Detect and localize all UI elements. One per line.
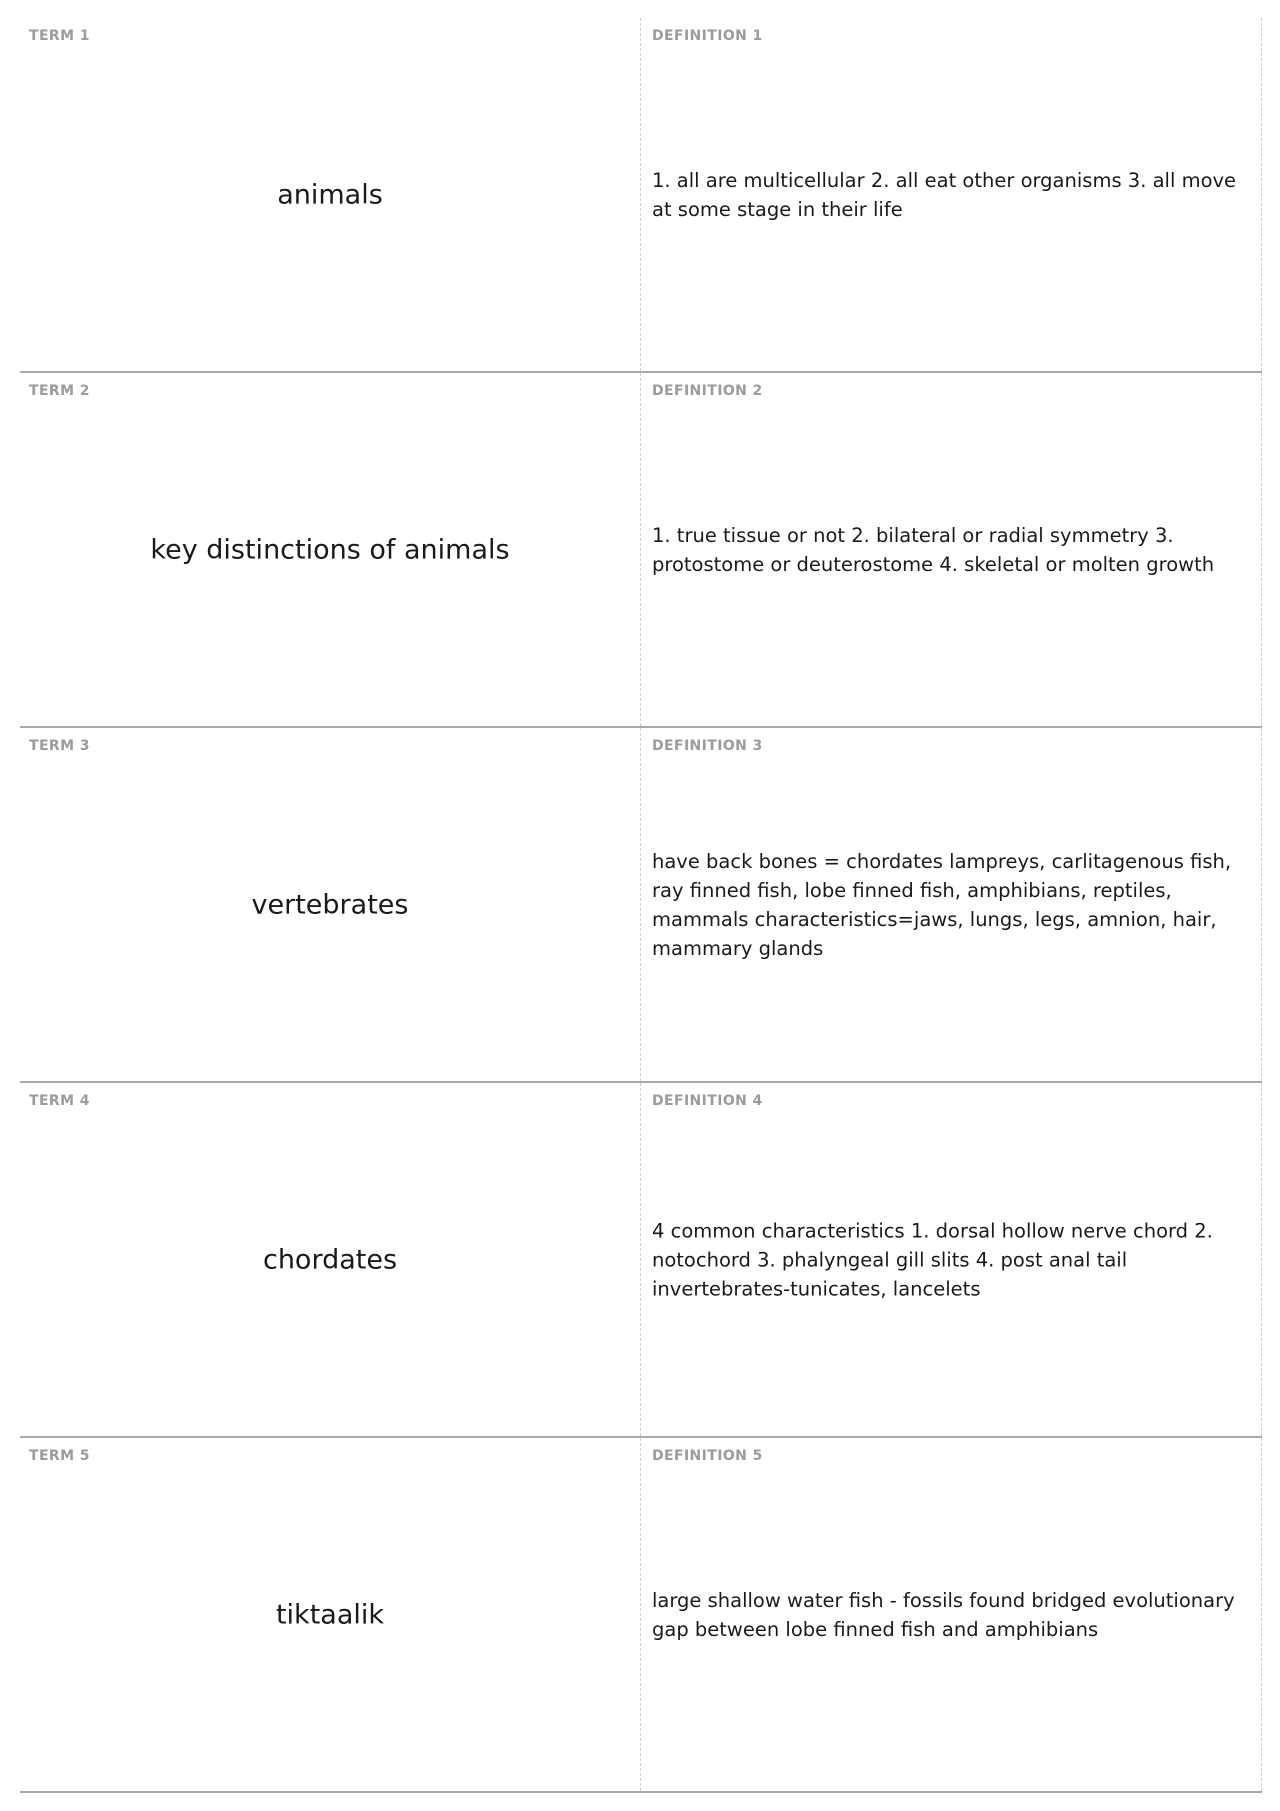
term-text: chordates: [262, 1244, 398, 1275]
term-cell: [20, 373, 640, 726]
term-cell: [20, 1083, 640, 1436]
term-cell: [20, 1438, 640, 1791]
definition-text: 1. true tissue or not 2. bilateral or radial symmetry 3. protostome or deuterostome 4. skeletal or molten growth: [652, 523, 1215, 576]
flashcard-row: [20, 18, 1262, 373]
definition-text: have back bones = chordates lampreys, carlitagenous fish, ray finned fish, lobe finned fish, amphibians, reptiles, mammals characteristics=jaws, lungs, legs, amnion, hair, mammary glands: [652, 849, 1232, 960]
definition-text: large shallow water fish - fossils found bridged evolutionary gap between lobe finned fish and amphibians: [652, 1588, 1235, 1641]
term-cell: [20, 18, 640, 371]
flashcard-sheet: [20, 18, 1262, 1793]
definition-label: DEFINITION 1: [652, 28, 763, 44]
flashcard-row: [20, 1083, 1262, 1438]
definition-cell: [640, 728, 1262, 1081]
term-label: TERM 5: [29, 1448, 90, 1464]
term-label: TERM 3: [29, 738, 90, 754]
flashcard-row: [20, 373, 1262, 728]
term-label: TERM 2: [29, 383, 90, 399]
term-cell: [20, 728, 640, 1081]
term-text: key distinctions of animals: [150, 534, 510, 565]
flashcard-row: [20, 1438, 1262, 1793]
term-text: vertebrates: [251, 889, 409, 920]
definition-cell: [640, 18, 1262, 371]
definition-text: 1. all are multicellular 2. all eat other organisms 3. all move at some stage in their life: [652, 168, 1237, 221]
term-text: tiktaalik: [275, 1599, 385, 1630]
term-text: animals: [277, 179, 383, 210]
flashcard-row: [20, 728, 1262, 1083]
definition-cell: [640, 373, 1262, 726]
definition-label: DEFINITION 2: [652, 383, 763, 399]
term-label: TERM 4: [29, 1093, 90, 1109]
definition-cell: [640, 1083, 1262, 1436]
term-label: TERM 1: [29, 28, 90, 44]
definition-text: 4 common characteristics 1. dorsal hollow nerve chord 2. notochord 3. phalyngeal gill slits 4. post anal tail invertebrates-tunicates, lancelets: [652, 1219, 1213, 1300]
definition-label: DEFINITION 4: [652, 1093, 763, 1109]
definition-label: DEFINITION 5: [652, 1448, 763, 1464]
definition-cell: [640, 1438, 1262, 1791]
definition-label: DEFINITION 3: [652, 738, 763, 754]
